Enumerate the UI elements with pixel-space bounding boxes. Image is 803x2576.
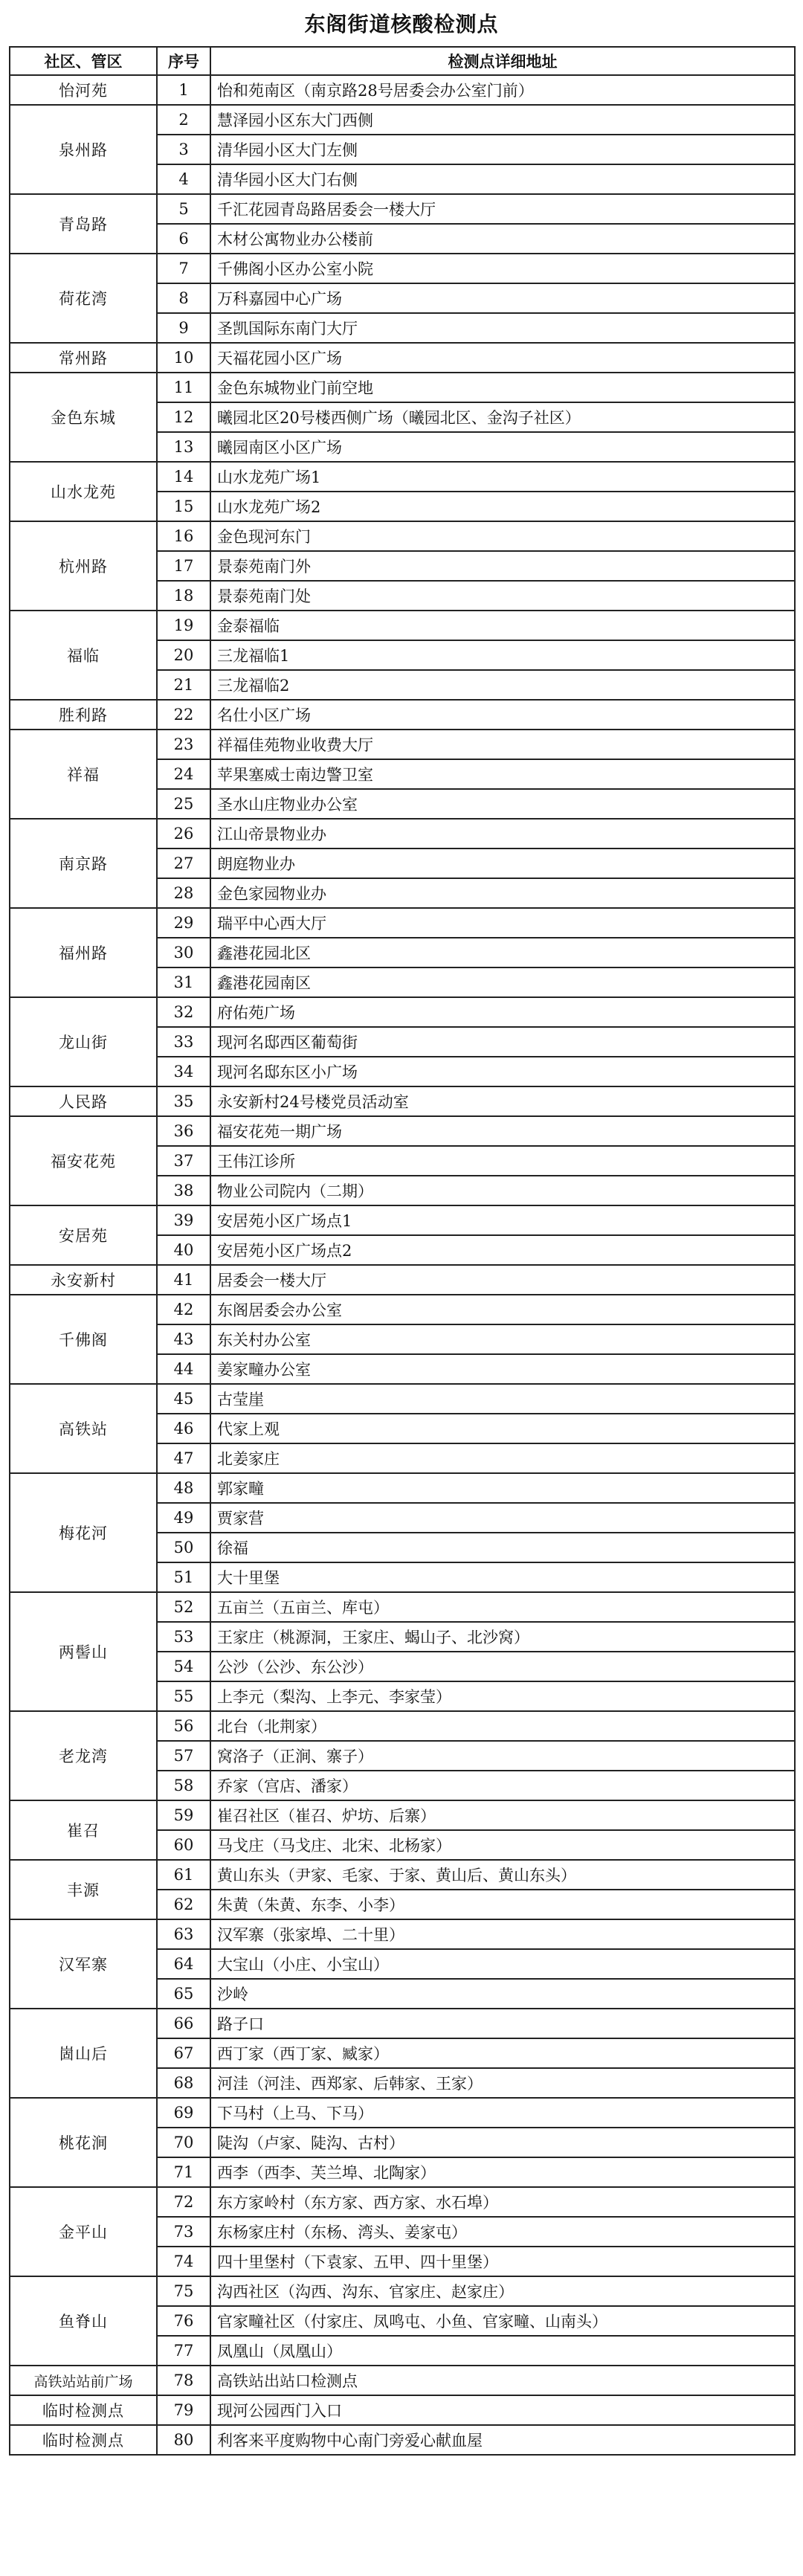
community-cell: 福安花苑 [10,1116,157,1205]
number-cell: 32 [157,997,210,1027]
number-cell: 12 [157,402,210,432]
address-cell: 怡和苑南区（南京路28号居委会办公室门前） [210,75,795,105]
community-cell: 山水龙苑 [10,462,157,521]
number-cell: 48 [157,1473,210,1503]
table-body [10,75,795,2455]
address-cell: 鑫港花园北区 [210,938,795,967]
address-cell: 圣凯国际东南门大厅 [210,313,795,343]
address-cell: 三龙福临2 [210,670,795,700]
number-cell: 9 [157,313,210,343]
address-cell: 金色家园物业办 [210,878,795,908]
address-cell: 崔召社区（崔召、炉坊、后寨） [210,1800,795,1830]
number-cell: 60 [157,1830,210,1860]
number-cell: 80 [157,2425,210,2455]
page-title: 东阁街道核酸检测点 [304,12,499,36]
community-cell: 崔召 [10,1800,157,1860]
number-cell: 8 [157,283,210,313]
address-cell: 五亩兰（五亩兰、库屯） [210,1592,795,1622]
address-cell: 王伟江诊所 [210,1146,795,1176]
number-cell: 55 [157,1681,210,1711]
table-row [10,1473,795,1503]
number-cell: 11 [157,373,210,402]
table-row [10,2395,795,2425]
community-cell: 临时检测点 [10,2395,157,2425]
number-cell: 68 [157,2068,210,2098]
community-cell: 千佛阁 [10,1295,157,1384]
address-cell: 名仕小区广场 [210,700,795,730]
community-cell: 临时检测点 [10,2425,157,2455]
address-cell: 居委会一楼大厅 [210,1265,795,1295]
address-cell: 汉军寨（张家埠、二十里） [210,1919,795,1949]
number-cell: 27 [157,849,210,878]
address-cell: 马戈庄（马戈庄、北宋、北杨家） [210,1830,795,1860]
address-cell: 福安花苑一期广场 [210,1116,795,1146]
address-cell: 大宝山（小庄、小宝山） [210,1949,795,1979]
table-row [10,2009,795,2038]
number-cell: 17 [157,551,210,581]
address-cell: 千佛阁小区办公室小院 [210,254,795,283]
testing-sites-table [9,46,796,2456]
table-row [10,2366,795,2395]
community-cell: 高铁站 [10,1384,157,1473]
number-cell: 29 [157,908,210,938]
address-cell: 东阁居委会办公室 [210,1295,795,1324]
table-row [10,908,795,938]
address-cell: 慧泽园小区东大门西侧 [210,105,795,135]
table-row [10,2187,795,2217]
table-header-row [10,47,795,75]
number-cell: 63 [157,1919,210,1949]
table-row [10,1860,795,1890]
table-row [10,1384,795,1414]
address-cell: 王家庄（桃源洞，王家庄、蝎山子、北沙窝） [210,1622,795,1652]
address-cell: 公沙（公沙、东公沙） [210,1652,795,1681]
number-cell: 57 [157,1741,210,1771]
number-cell: 36 [157,1116,210,1146]
address-cell: 山水龙苑广场1 [210,462,795,492]
number-cell: 77 [157,2336,210,2366]
address-cell: 现河名邸东区小广场 [210,1057,795,1086]
table-row [10,105,795,135]
address-cell: 河洼（河洼、西郑家、后韩家、王家） [210,2068,795,2098]
number-cell: 46 [157,1414,210,1443]
address-cell: 东关村办公室 [210,1324,795,1354]
number-cell: 59 [157,1800,210,1830]
number-cell: 69 [157,2098,210,2128]
table-row [10,2276,795,2306]
number-cell: 38 [157,1176,210,1205]
table-row [10,75,795,105]
address-cell: 朗庭物业办 [210,849,795,878]
address-cell: 圣水山庄物业办公室 [210,789,795,819]
address-cell: 利客来平度购物中心南门旁爱心献血屋 [210,2425,795,2455]
number-cell: 52 [157,1592,210,1622]
address-cell: 官家疃社区（付家庄、凤鸣屯、小鱼、官家疃、山南头） [210,2306,795,2336]
community-cell: 崮山后 [10,2009,157,2098]
number-cell: 31 [157,967,210,997]
table-row [10,611,795,640]
table-row [10,1919,795,1949]
address-cell: 沟西社区（沟西、沟东、官家庄、赵家庄） [210,2276,795,2306]
address-cell: 郭家疃 [210,1473,795,1503]
number-cell: 2 [157,105,210,135]
address-cell: 府佑苑广场 [210,997,795,1027]
header-address: 检测点详细地址 [210,47,795,75]
number-cell: 16 [157,521,210,551]
community-cell: 安居苑 [10,1205,157,1265]
table-row [10,2098,795,2128]
number-cell: 28 [157,878,210,908]
number-cell: 66 [157,2009,210,2038]
number-cell: 6 [157,224,210,254]
community-cell: 泉州路 [10,105,157,194]
number-cell: 74 [157,2247,210,2276]
address-cell: 金色东城物业门前空地 [210,373,795,402]
community-cell: 福州路 [10,908,157,997]
table-row [10,2425,795,2455]
number-cell: 23 [157,730,210,759]
number-cell: 1 [157,75,210,105]
community-cell: 胜利路 [10,700,157,730]
number-cell: 44 [157,1354,210,1384]
number-cell: 79 [157,2395,210,2425]
number-cell: 30 [157,938,210,967]
address-cell: 现河公园西门入口 [210,2395,795,2425]
number-cell: 14 [157,462,210,492]
address-cell: 安居苑小区广场点1 [210,1205,795,1235]
address-cell: 高铁站出站口检测点 [210,2366,795,2395]
table-row [10,254,795,283]
number-cell: 49 [157,1503,210,1533]
table-row [10,997,795,1027]
address-cell: 西丁家（西丁家、臧家） [210,2038,795,2068]
community-cell: 金平山 [10,2187,157,2276]
address-cell: 景泰苑南门外 [210,551,795,581]
address-cell: 山水龙苑广场2 [210,492,795,521]
community-cell: 梅花河 [10,1473,157,1592]
address-cell: 天福花园小区广场 [210,343,795,373]
table-row [10,1711,795,1741]
address-cell: 曦园北区20号楼西侧广场（曦园北区、金沟子社区） [210,402,795,432]
address-cell: 物业公司院内（二期） [210,1176,795,1205]
number-cell: 10 [157,343,210,373]
community-cell: 汉军寨 [10,1919,157,2009]
number-cell: 19 [157,611,210,640]
community-cell: 鱼脊山 [10,2276,157,2366]
community-cell: 杭州路 [10,521,157,611]
number-cell: 22 [157,700,210,730]
number-cell: 18 [157,581,210,611]
address-cell: 金色现河东门 [210,521,795,551]
address-cell: 古莹崖 [210,1384,795,1414]
address-cell: 下马村（上马、下马） [210,2098,795,2128]
address-cell: 瑞平中心西大厅 [210,908,795,938]
number-cell: 70 [157,2128,210,2157]
address-cell: 万科嘉园中心广场 [210,283,795,313]
address-cell: 上李元（梨沟、上李元、李家莹） [210,1681,795,1711]
address-cell: 窝洛子（正涧、寨子） [210,1741,795,1771]
community-cell: 金色东城 [10,373,157,462]
number-cell: 37 [157,1146,210,1176]
number-cell: 21 [157,670,210,700]
address-cell: 现河名邸西区葡萄街 [210,1027,795,1057]
table-row [10,1265,795,1295]
number-cell: 33 [157,1027,210,1057]
address-cell: 陡沟（卢家、陡沟、古村） [210,2128,795,2157]
number-cell: 20 [157,640,210,670]
community-cell: 常州路 [10,343,157,373]
address-cell: 代家上观 [210,1414,795,1443]
address-cell: 三龙福临1 [210,640,795,670]
community-cell: 丰源 [10,1860,157,1919]
number-cell: 4 [157,164,210,194]
number-cell: 35 [157,1086,210,1116]
number-cell: 45 [157,1384,210,1414]
address-cell: 路子口 [210,2009,795,2038]
number-cell: 73 [157,2217,210,2247]
address-cell: 凤凰山（凤凰山） [210,2336,795,2366]
number-cell: 64 [157,1949,210,1979]
address-cell: 四十里堡村（下袁家、五甲、四十里堡） [210,2247,795,2276]
header-number: 序号 [157,47,210,75]
address-cell: 江山帝景物业办 [210,819,795,849]
number-cell: 51 [157,1562,210,1592]
address-cell: 安居苑小区广场点2 [210,1235,795,1265]
number-cell: 39 [157,1205,210,1235]
community-cell: 两髻山 [10,1592,157,1711]
community-cell: 荷花湾 [10,254,157,343]
number-cell: 42 [157,1295,210,1324]
number-cell: 13 [157,432,210,462]
number-cell: 65 [157,1979,210,2009]
address-cell: 苹果塞威士南边警卫室 [210,759,795,789]
table-row [10,194,795,224]
number-cell: 41 [157,1265,210,1295]
number-cell: 53 [157,1622,210,1652]
address-cell: 东方家岭村（东方家、西方家、水石埠） [210,2187,795,2217]
table-row [10,343,795,373]
address-cell: 姜家疃办公室 [210,1354,795,1384]
number-cell: 54 [157,1652,210,1681]
address-cell: 鑫港花园南区 [210,967,795,997]
number-cell: 25 [157,789,210,819]
table-row [10,1205,795,1235]
number-cell: 58 [157,1771,210,1800]
table-row [10,1592,795,1622]
table-row [10,521,795,551]
address-cell: 黄山东头（尹家、毛家、于家、黄山后、黄山东头） [210,1860,795,1890]
number-cell: 15 [157,492,210,521]
address-cell: 北台（北荆家） [210,1711,795,1741]
number-cell: 50 [157,1533,210,1562]
number-cell: 5 [157,194,210,224]
community-cell: 老龙湾 [10,1711,157,1800]
number-cell: 76 [157,2306,210,2336]
address-cell: 朱黄（朱黄、东李、小李） [210,1890,795,1919]
community-cell: 人民路 [10,1086,157,1116]
header-community: 社区、管区 [10,47,157,75]
table-row [10,819,795,849]
community-cell: 南京路 [10,819,157,908]
community-cell: 青岛路 [10,194,157,254]
address-cell: 永安新村24号楼党员活动室 [210,1086,795,1116]
address-cell: 清华园小区大门右侧 [210,164,795,194]
address-cell: 千汇花园青岛路居委会一楼大厅 [210,194,795,224]
community-cell: 龙山街 [10,997,157,1086]
table-row [10,700,795,730]
number-cell: 7 [157,254,210,283]
address-cell: 清华园小区大门左侧 [210,135,795,164]
number-cell: 40 [157,1235,210,1265]
number-cell: 26 [157,819,210,849]
number-cell: 78 [157,2366,210,2395]
address-cell: 沙岭 [210,1979,795,2009]
number-cell: 61 [157,1860,210,1890]
address-cell: 徐福 [210,1533,795,1562]
number-cell: 75 [157,2276,210,2306]
number-cell: 24 [157,759,210,789]
address-cell: 北姜家庄 [210,1443,795,1473]
number-cell: 71 [157,2157,210,2187]
address-cell: 乔家（宫店、潘家） [210,1771,795,1800]
number-cell: 56 [157,1711,210,1741]
community-cell: 福临 [10,611,157,700]
number-cell: 43 [157,1324,210,1354]
address-cell: 祥福佳苑物业收费大厅 [210,730,795,759]
table-row [10,1800,795,1830]
community-cell: 怡河苑 [10,75,157,105]
number-cell: 62 [157,1890,210,1919]
community-cell: 桃花涧 [10,2098,157,2187]
address-cell: 西李（西李、芙兰埠、北陶家） [210,2157,795,2187]
table-row [10,1295,795,1324]
table-row [10,373,795,402]
number-cell: 47 [157,1443,210,1473]
address-cell: 曦园南区小区广场 [210,432,795,462]
number-cell: 3 [157,135,210,164]
table-row [10,1116,795,1146]
address-cell: 大十里堡 [210,1562,795,1592]
community-cell: 永安新村 [10,1265,157,1295]
address-cell: 东杨家庄村（东杨、湾头、姜家屯） [210,2217,795,2247]
address-cell: 木材公寓物业办公楼前 [210,224,795,254]
address-cell: 贾家营 [210,1503,795,1533]
community-cell: 祥福 [10,730,157,819]
number-cell: 67 [157,2038,210,2068]
community-cell: 高铁站站前广场 [10,2366,157,2395]
number-cell: 34 [157,1057,210,1086]
table-row [10,730,795,759]
table-row [10,462,795,492]
address-cell: 景泰苑南门处 [210,581,795,611]
address-cell: 金泰福临 [210,611,795,640]
table-row [10,1086,795,1116]
number-cell: 72 [157,2187,210,2217]
